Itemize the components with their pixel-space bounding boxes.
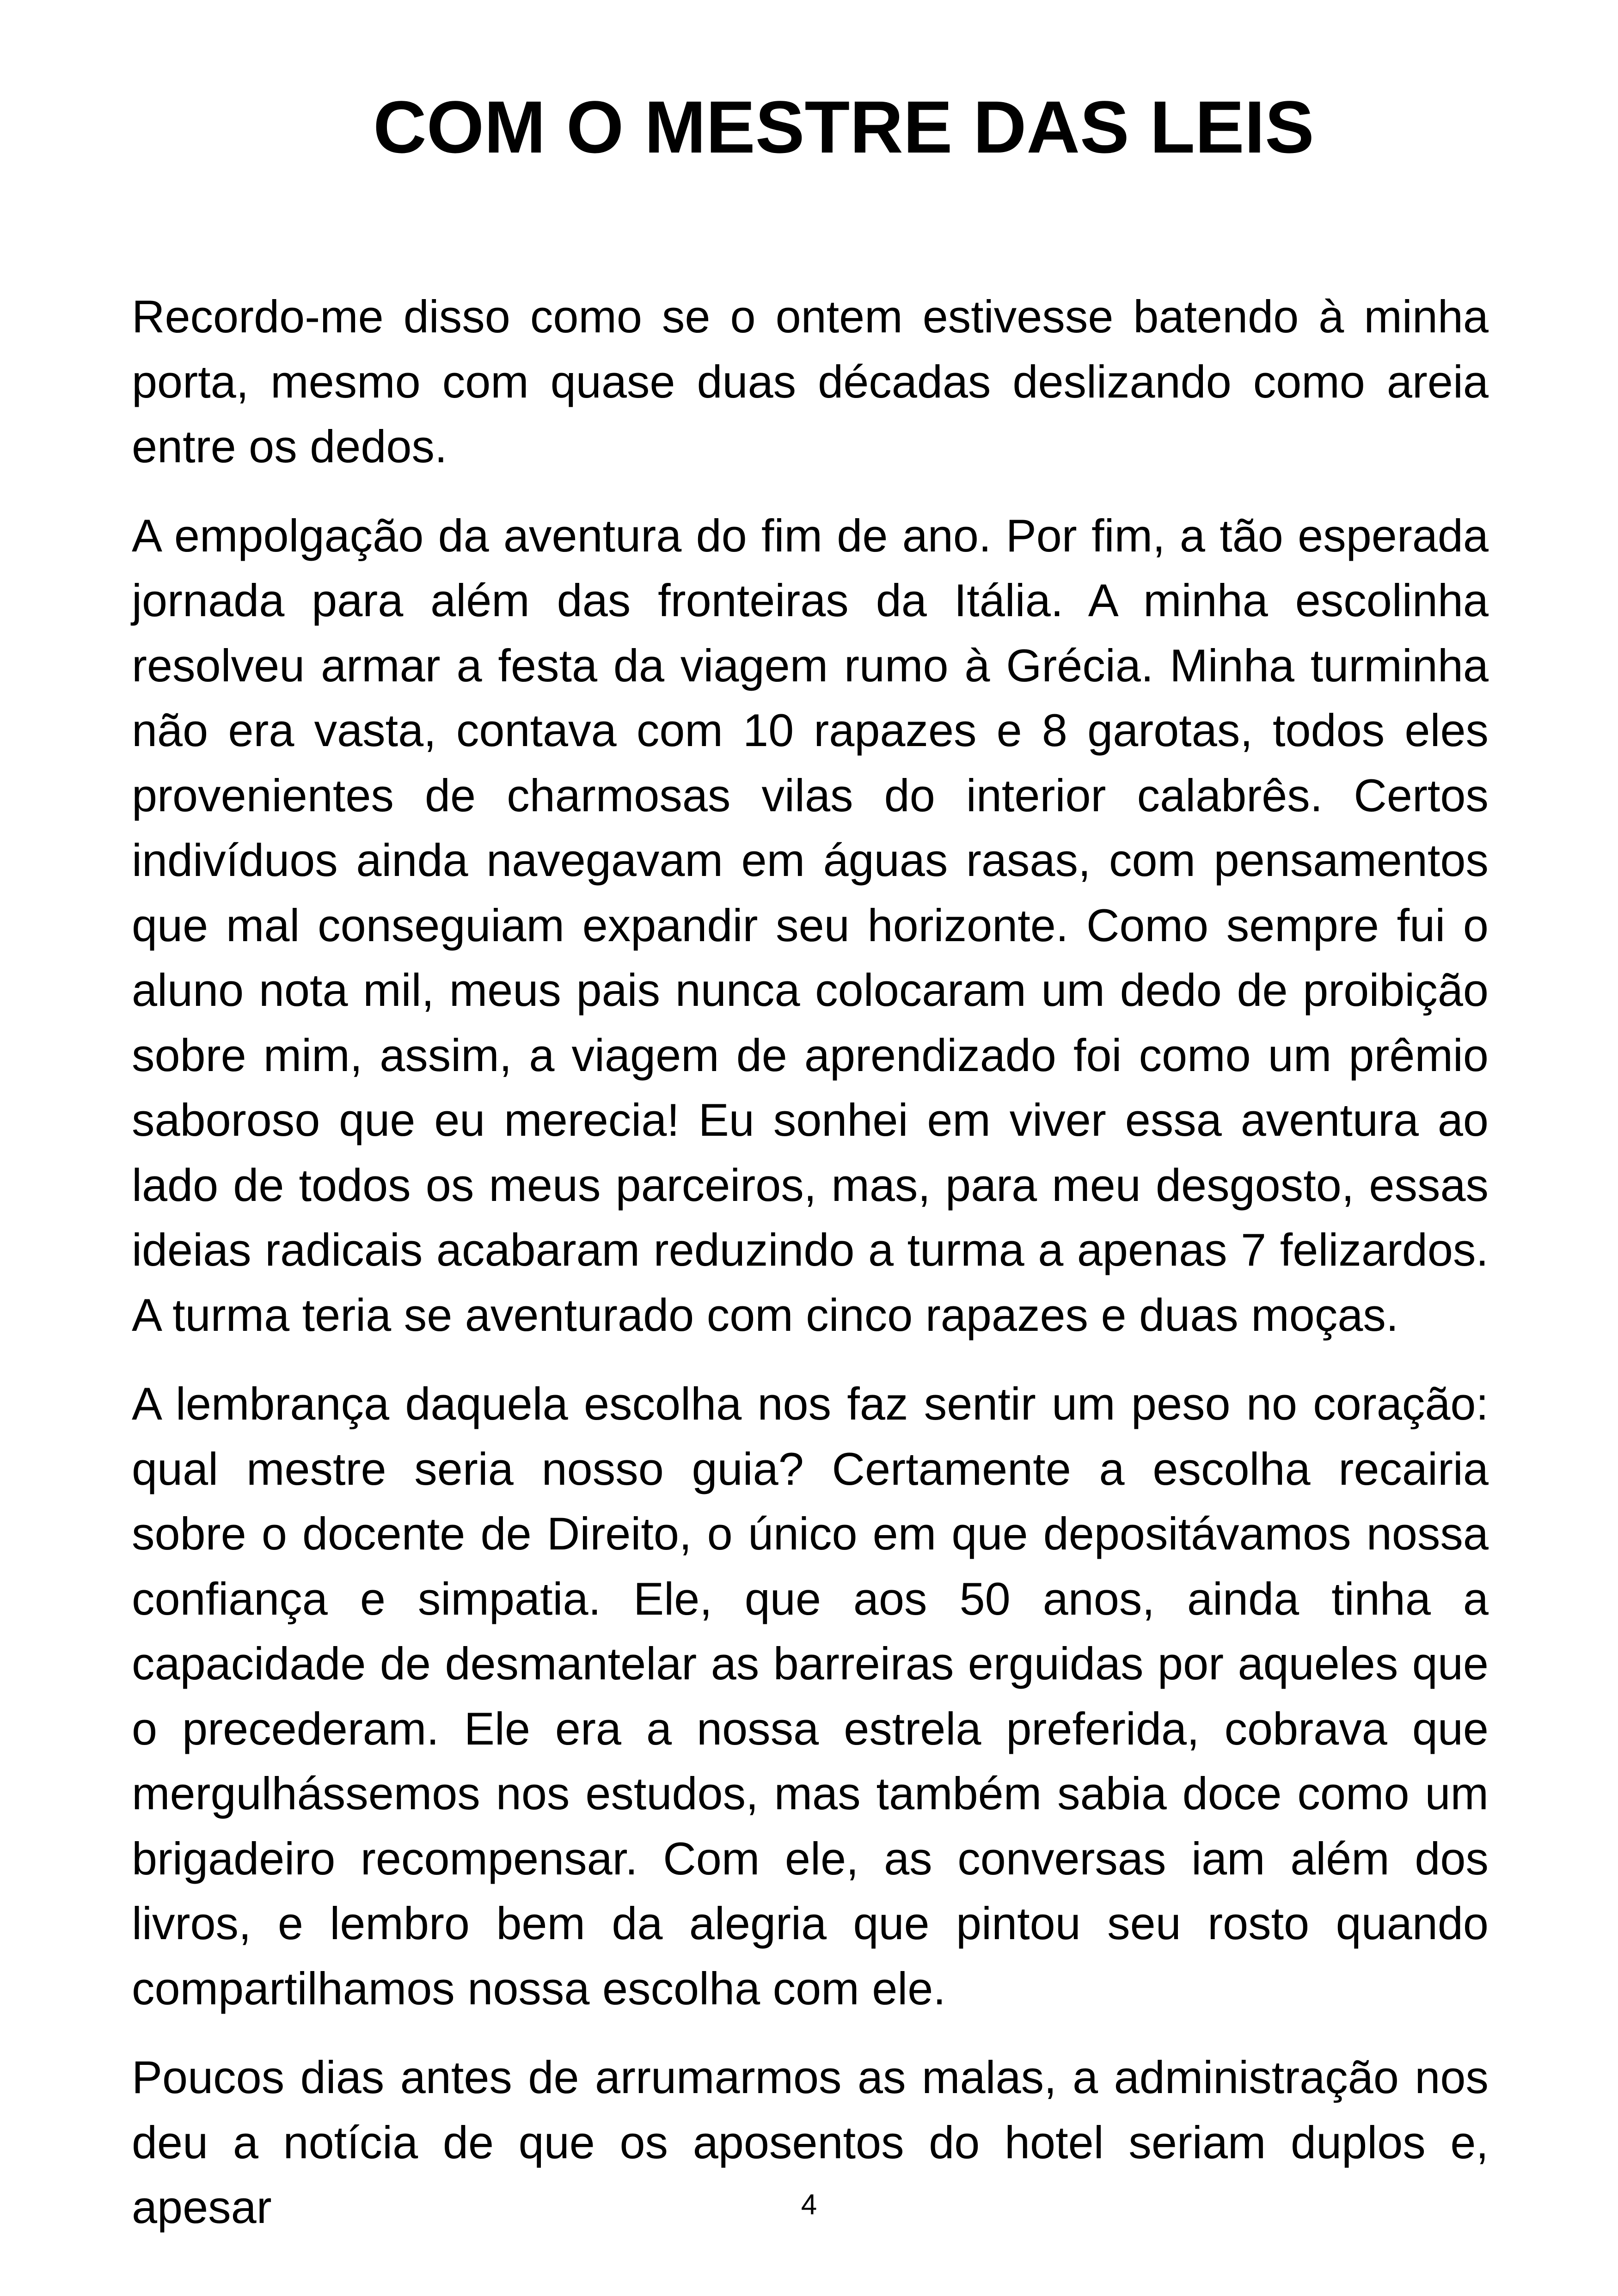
paragraph-2: A empolgação da aventura do fim de ano. Por fim, a tão esperada jornada para além das fronteiras da Itália. A minha escolinha resolveu armar a festa da viagem rumo à Grécia. Minha turminha não era vasta, contava com 10 rapazes e 8 garotas, todos eles provenientes de charmosas vilas do interior calabrês. Certos indivíduos ainda navegavam em águas rasas, com pensamentos que mal conseguiam expandir seu horizonte. Como sempre fui o aluno nota mil, meus pais nunca colocaram um dedo de proibição sobre mim, assim, a viagem de aprendizado foi como um prêmio saboroso que eu merecia! Eu sonhei em viver essa aventura ao lado de todos os meus parceiros, mas, para meu desgosto, essas ideias radicais acabaram reduzindo a turma a apenas 7 felizardos. A turma teria se aventurado com cinco rapazes e duas moças. <box>132 509 1489 1341</box>
page-number: 4 <box>801 2189 817 2221</box>
body-text <box>132 284 1489 2264</box>
chapter-title: COM O MESTRE DAS LEIS <box>373 86 1314 168</box>
paragraph-3: A lembrança daquela escolha nos faz sentir um peso no coração: qual mestre seria nosso guia? Certamente a escolha recairia sobre o docente de Direito, o único em que depositávamos nossa confiança e simpatia. Ele, que aos 50 anos, ainda tinha a capacidade de desmantelar as barreiras erguidas por aqueles que o precederam. Ele era a nossa estrela preferida, cobrava que mergulhássemos nos estudos, mas também sabia doce como um brigadeiro recompensar. Com ele, as conversas iam além dos livros, e lembro bem da alegria que pintou seu rosto quando compartilhamos nossa escolha com ele. <box>132 1378 1489 2014</box>
paragraph-1: Recordo-me disso como se o ontem estivesse batendo à minha porta, mesmo com quase duas décadas deslizando como areia entre os dedos. <box>132 291 1489 472</box>
paragraph-4: Poucos dias antes de arrumarmos as malas, a administração nos deu a notícia de que os aposentos do hotel seriam duplos e, apesar <box>132 2051 1489 2233</box>
